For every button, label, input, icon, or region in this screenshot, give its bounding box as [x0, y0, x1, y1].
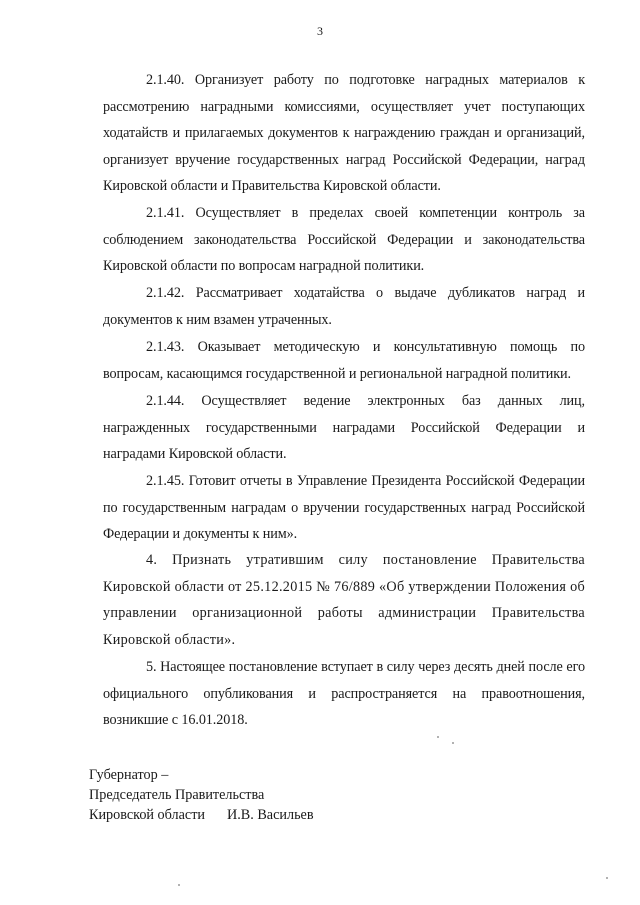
paragraph-2-1-40: 2.1.40. Организует работу по подготовке наградных материалов к рассмотрению наградными комиссиями, осуществляет учет поступающих ходатайств и прилагаемых документов к награждению граждан и организаций, организует вручение государственных наград Российской Федерации, наград Кировской области и Правительства Кировской области. [103, 72, 585, 194]
signatory-name: И.В. Васильев [227, 807, 314, 823]
scan-speck [437, 736, 439, 738]
paragraph-2-1-45: 2.1.45. Готовит отчеты в Управление Президента Российской Федерации по государственным наградам о вручении государственных наград Российской Федерации и документы к ним». [103, 473, 585, 542]
signature-title-line-2: Председатель Правительства [89, 787, 265, 803]
signature-title-line-3 [89, 805, 314, 825]
paragraph-4-repeal: 4. Признать утратившим силу постановление Правительства Кировской области от 25.12.2015 № 76/889 «Об утверждении Положения об управлении организационной работы администрации Правительства Кировской области». [103, 552, 585, 649]
paragraph-2-1-42: 2.1.42. Рассматривает ходатайства о выдаче дубликатов наград и документов к ним взамен утраченных. [103, 285, 585, 328]
scan-speck [178, 884, 180, 886]
signature-region: Кировской области [89, 807, 205, 823]
scan-speck [606, 877, 608, 879]
paragraph-2-1-43: 2.1.43. Оказывает методическую и консультативную помощь по вопросам, касающимся государственной и региональной наградной политики. [103, 339, 585, 382]
signature-title-line-1: Губернатор – [89, 767, 169, 783]
paragraph-2-1-44: 2.1.44. Осуществляет ведение электронных баз данных лиц, награжденных государственными наградами Российской Федерации и наградами Кировской области. [103, 393, 585, 462]
page-number: 3 [317, 24, 323, 38]
scan-speck [452, 742, 454, 744]
signature-block [89, 765, 314, 825]
paragraph-2-1-41: 2.1.41. Осуществляет в пределах своей компетенции контроль за соблюдением законодательства Российской Федерации и законодательства Кировской области по вопросам наградной политики. [103, 205, 585, 274]
paragraph-5-effective-date: 5. Настоящее постановление вступает в силу через десять дней после его официального опубликования и распространяется на правоотношения, возникшие с 16.01.2018. [103, 659, 585, 729]
